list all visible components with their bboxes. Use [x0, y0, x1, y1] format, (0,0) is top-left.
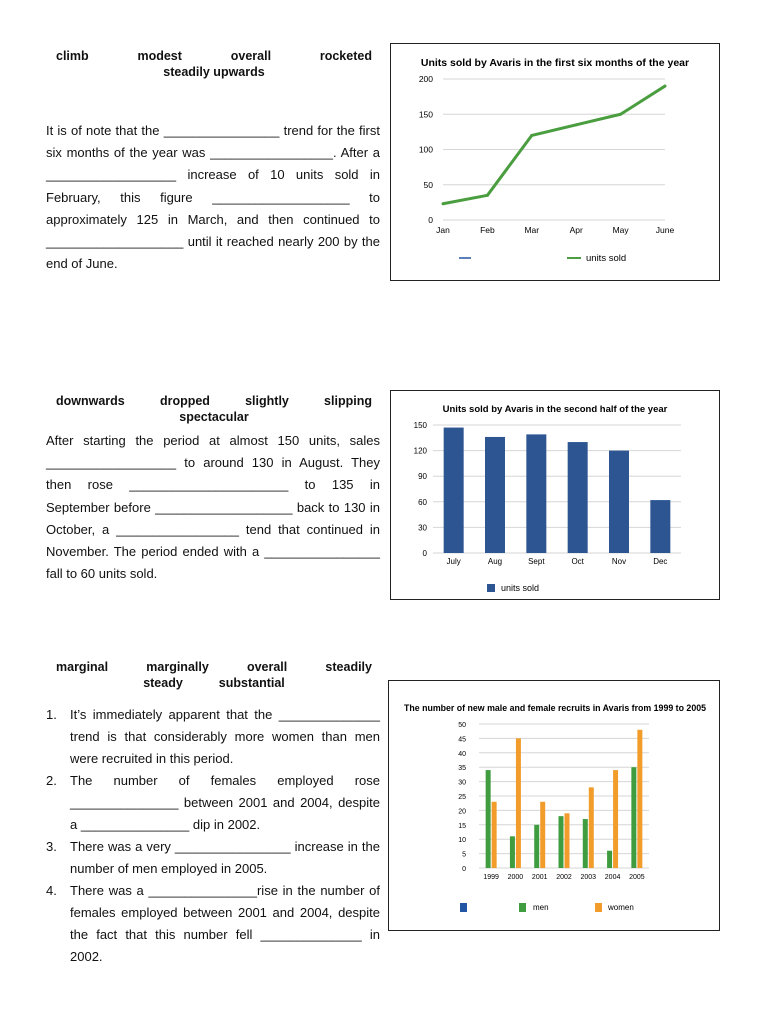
- data-point: [575, 123, 578, 126]
- x-tick-label: 2001: [531, 874, 548, 881]
- wordbank-word: modest: [137, 49, 182, 63]
- wordbank-word: slightly: [245, 394, 289, 408]
- wordbank-3-row2: [44, 675, 384, 691]
- bar-nov: [609, 451, 629, 553]
- x-tick-label: 2000: [507, 874, 524, 881]
- wordbank-word: downwards: [56, 394, 125, 408]
- y-tick-label: 25: [458, 794, 466, 801]
- x-tick-label: Mar: [524, 225, 540, 235]
- exercise-list: [46, 704, 380, 968]
- wordbank-word: dropped: [159, 394, 210, 408]
- x-tick-label: Jan: [436, 225, 450, 235]
- list-item-text: It’s immediately apparent that the ______________ trend is that considerably more women than men were recruited in this period.: [70, 707, 380, 766]
- wordbank-3: [44, 659, 384, 691]
- y-tick-label: 150: [413, 421, 427, 430]
- data-point: [530, 134, 533, 137]
- bar-july: [444, 428, 464, 553]
- wordbank-3-row1: [44, 659, 384, 675]
- bar-men-2002: [559, 816, 564, 868]
- y-tick-label: 5: [462, 851, 466, 859]
- y-tick-label: 150: [418, 109, 433, 120]
- legend-swatch-women: [595, 903, 602, 912]
- list-item-number: 2.: [46, 773, 57, 788]
- list-item: [46, 704, 380, 770]
- y-tick-label: 0: [462, 866, 466, 873]
- bar-women-2005: [637, 730, 642, 868]
- bar-women-2002: [565, 813, 570, 868]
- bar-men-2000: [510, 836, 515, 868]
- bar-men-2004: [607, 851, 612, 868]
- chart-recruits: [388, 680, 720, 931]
- x-tick-label: 2004: [604, 874, 621, 881]
- x-tick-label: Dec: [653, 557, 668, 566]
- bar-women-2004: [613, 770, 618, 868]
- y-tick-label: 30: [458, 779, 466, 787]
- x-tick-label: Feb: [480, 225, 495, 235]
- bar-men-2005: [631, 767, 636, 868]
- y-tick-label: 90: [418, 472, 427, 482]
- paragraph-1-text: It is of note that the ________________ trend for the first six months of the year was _________________. After a __________________ increase of 10 units sold in February, this figure ___________________ to approximately 125 in March, and then continued to ___________________ until it reached nearly 200 by the end of June.: [46, 123, 380, 272]
- data-point: [619, 113, 622, 116]
- y-tick-label: 20: [458, 808, 466, 816]
- line-chart-svg: [391, 44, 719, 280]
- wordbank-word: marginal: [56, 660, 109, 674]
- wordbank-word: overall: [230, 49, 272, 63]
- x-tick-label: 2005: [629, 874, 645, 881]
- y-tick-label: 0: [428, 215, 433, 225]
- x-tick-label: 1999: [483, 874, 499, 881]
- x-tick-label: Aug: [487, 557, 503, 566]
- y-tick-label: 120: [413, 446, 427, 456]
- legend-label: men: [533, 903, 549, 912]
- x-tick-label: 2002: [556, 874, 572, 881]
- y-tick-label: 10: [458, 837, 466, 845]
- y-tick-label: 100: [418, 144, 433, 155]
- list-item: [46, 880, 380, 968]
- wordbank-word: steadily upwards: [163, 65, 265, 79]
- wordbank-word: substantial: [218, 676, 285, 690]
- bar-women-1999: [492, 802, 497, 868]
- x-tick-label: June: [655, 225, 675, 235]
- list-item-text: There was a _______________rise in the number of females employed between 2001 and 2004, despite the fact that this number fell ______________ in 2002.: [70, 883, 380, 964]
- wordbank-word: climb: [56, 49, 89, 63]
- bar-women-2003: [589, 787, 594, 868]
- legend-swatch-men: [519, 903, 526, 912]
- bar-women-2001: [540, 802, 545, 868]
- y-tick-label: 0: [422, 549, 427, 558]
- wordbank-word: marginally: [146, 660, 209, 674]
- wordbank-word: spectacular: [179, 410, 249, 424]
- x-tick-label: 2003: [580, 874, 597, 881]
- y-tick-label: 15: [458, 822, 466, 830]
- wordbank-2-row2: [44, 409, 384, 425]
- wordbank-1: [44, 48, 384, 80]
- list-item-number: 3.: [46, 839, 57, 854]
- legend-swatch-units-sold: [487, 584, 495, 592]
- x-tick-label: Nov: [611, 557, 627, 566]
- y-tick-label: 50: [458, 722, 466, 729]
- x-tick-label: Oct: [571, 557, 584, 566]
- x-tick-label: Apr: [569, 225, 583, 235]
- data-point: [486, 194, 489, 197]
- list-item-text: There was a very ________________ increase in the number of men employed in 2005.: [70, 839, 380, 876]
- chart-line-first-half: [390, 43, 720, 281]
- data-point: [442, 202, 445, 205]
- y-tick-label: 35: [458, 765, 466, 773]
- list-item-number: 4.: [46, 883, 57, 898]
- wordbank-word: overall: [246, 660, 288, 674]
- paragraph-1: [46, 120, 380, 275]
- list-item: [46, 836, 380, 880]
- bar-men-2001: [534, 825, 539, 868]
- wordbank-1-row1: [44, 48, 384, 64]
- wordbank-word: steady: [143, 676, 183, 690]
- y-tick-label: 30: [418, 523, 427, 533]
- y-tick-label: 40: [458, 750, 466, 758]
- bar-oct: [568, 442, 588, 553]
- bar-chart-svg: [391, 391, 719, 599]
- wordbank-word: slipping: [324, 394, 372, 408]
- wordbank-2: [44, 393, 384, 425]
- grouped-bar-chart-svg: [389, 681, 719, 930]
- chart-title: Units sold by Avaris in the second half of the year: [442, 404, 668, 415]
- legend-swatch-blank: [460, 903, 467, 912]
- x-tick-label: Sept: [528, 557, 545, 566]
- wordbank-word: rocketed: [319, 49, 372, 63]
- x-tick-label: July: [446, 557, 461, 566]
- chart-title: The number of new male and female recruits in Avaris from 1999 to 2005: [404, 703, 707, 714]
- y-tick-label: 50: [423, 179, 433, 190]
- bar-sept: [526, 434, 546, 553]
- data-point: [664, 85, 667, 88]
- wordbank-word: steadily: [325, 660, 372, 674]
- legend-label: women: [608, 903, 634, 912]
- x-tick-label: May: [612, 225, 629, 235]
- legend-label: units sold: [501, 583, 540, 593]
- list-item: [46, 770, 380, 836]
- wordbank-2-row1: [44, 393, 384, 409]
- bar-dec: [650, 500, 670, 553]
- chart-bar-second-half: [390, 390, 720, 600]
- paragraph-2: [46, 430, 380, 585]
- series-line-units-sold: [443, 86, 665, 204]
- wordbank-1-row2: [44, 64, 384, 80]
- y-tick-label: 200: [418, 74, 433, 84]
- paragraph-2-text: After starting the period at almost 150 units, sales __________________ to around 130 in August. They then rose ______________________ to 135 in September before ___________________ back to 130 in October, a _________________ tend that continued in November. The period ended with a ________________ fall to 60 units sold.: [46, 433, 380, 582]
- chart-title: Units sold by Avaris in the first six months of the year: [420, 57, 690, 69]
- bar-men-2003: [583, 819, 588, 868]
- y-tick-label: 60: [418, 497, 427, 507]
- bar-aug: [485, 437, 505, 553]
- list-item-number: 1.: [46, 707, 57, 722]
- list-item-text: The number of females employed rose _______________ between 2001 and 2004, despite a _______________ dip in 2002.: [70, 773, 380, 832]
- y-tick-label: 45: [458, 736, 466, 744]
- bar-women-2000: [516, 738, 521, 868]
- bar-men-1999: [486, 770, 491, 868]
- legend-label: units sold: [586, 253, 627, 264]
